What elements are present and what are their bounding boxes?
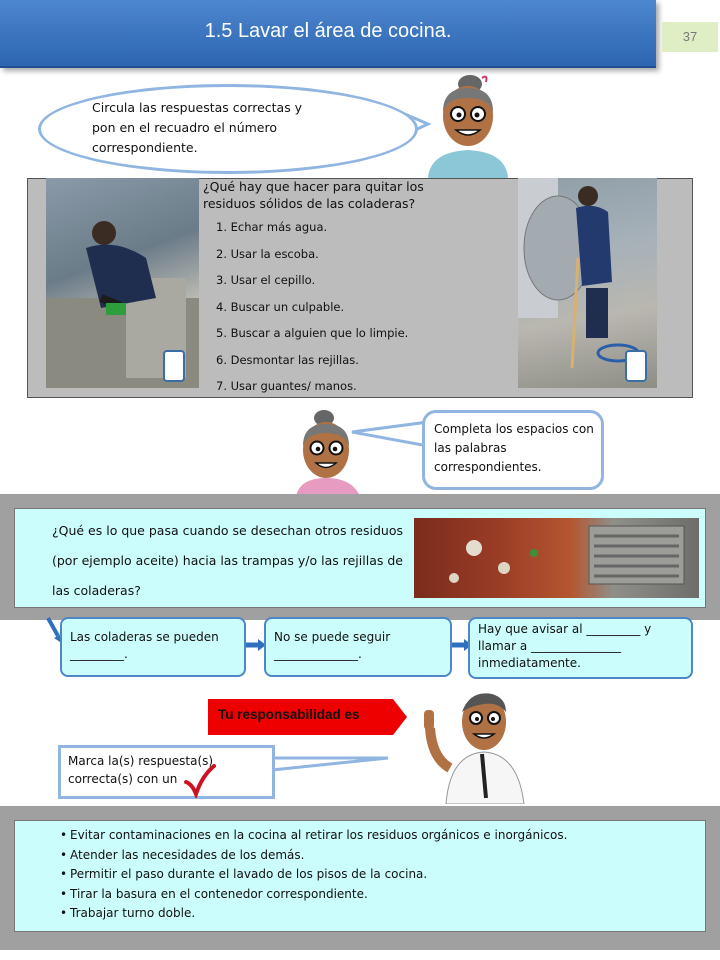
option-item[interactable]: 7. Usar guantes/ manos.	[216, 379, 357, 393]
options-list	[216, 214, 416, 400]
page-title: 1.5 Lavar el área de cocina.	[204, 20, 452, 42]
answer-box-2[interactable]: No se puede seguir ______________.	[264, 617, 452, 677]
banner-arrow-tip	[393, 699, 407, 735]
option-item[interactable]: 4. Buscar un culpable.	[216, 299, 345, 314]
man-doctor-cartoon-icon	[412, 684, 550, 804]
option-item[interactable]: 6. Desmontar las rejillas.	[216, 352, 359, 367]
instruction-text-2: Completa los espacios con las palabras correspondientes.	[434, 422, 594, 474]
list-item[interactable]: • Tirar la basura en el contenedor correspondiente.	[60, 885, 700, 905]
answer-box-1[interactable]: Las coladeras se pueden _________.	[60, 617, 246, 677]
question-1-title: ¿Qué hay que hacer para quitar los residuos sólidos de las coladeras?	[203, 179, 424, 211]
instruction-text-1: Circula las respuestas correctas y pon en el recuadro el número correspondiente.	[92, 100, 303, 155]
photo-clogged-grate	[414, 518, 699, 598]
answer-box-right[interactable]	[625, 350, 647, 382]
responsibilities-list	[60, 826, 700, 924]
woman-cartoon-icon	[418, 72, 518, 178]
answer-box-3[interactable]: Hay que avisar al _________ y llamar a _______________ inmediatamente.	[468, 617, 693, 679]
page-number: 37	[662, 22, 718, 52]
instruction-text-3: Marca la(s) respuesta(s) correcta(s) con un .	[68, 754, 214, 786]
checkmark-icon	[182, 764, 216, 798]
responsibility-label: Tu responsabilidad es	[218, 707, 360, 722]
option-item[interactable]: 2. Usar la escoba.	[216, 246, 319, 261]
option-item[interactable]: 1. Echar más agua.	[216, 220, 328, 234]
option-item[interactable]: 5. Buscar a alguien que lo limpie.	[216, 326, 409, 340]
list-item[interactable]: • Trabajar turno doble.	[60, 904, 700, 924]
answer-box-left[interactable]	[163, 350, 185, 382]
list-item[interactable]: • Evitar contaminaciones en la cocina al retirar los residuos orgánicos e inorgánicos.	[60, 826, 700, 846]
list-item[interactable]: • Permitir el paso durante el lavado de los pisos de la cocina.	[60, 865, 700, 885]
option-item[interactable]: 3. Usar el cepillo.	[216, 273, 316, 287]
question-2-text: ¿Qué es lo que pasa cuando se desechan otros residuos (por ejemplo aceite) hacia las trampas y/o las rejillas de las coladeras?	[52, 523, 403, 598]
list-item[interactable]: • Atender las necesidades de los demás.	[60, 846, 700, 866]
woman-cartoon-icon	[286, 408, 372, 496]
